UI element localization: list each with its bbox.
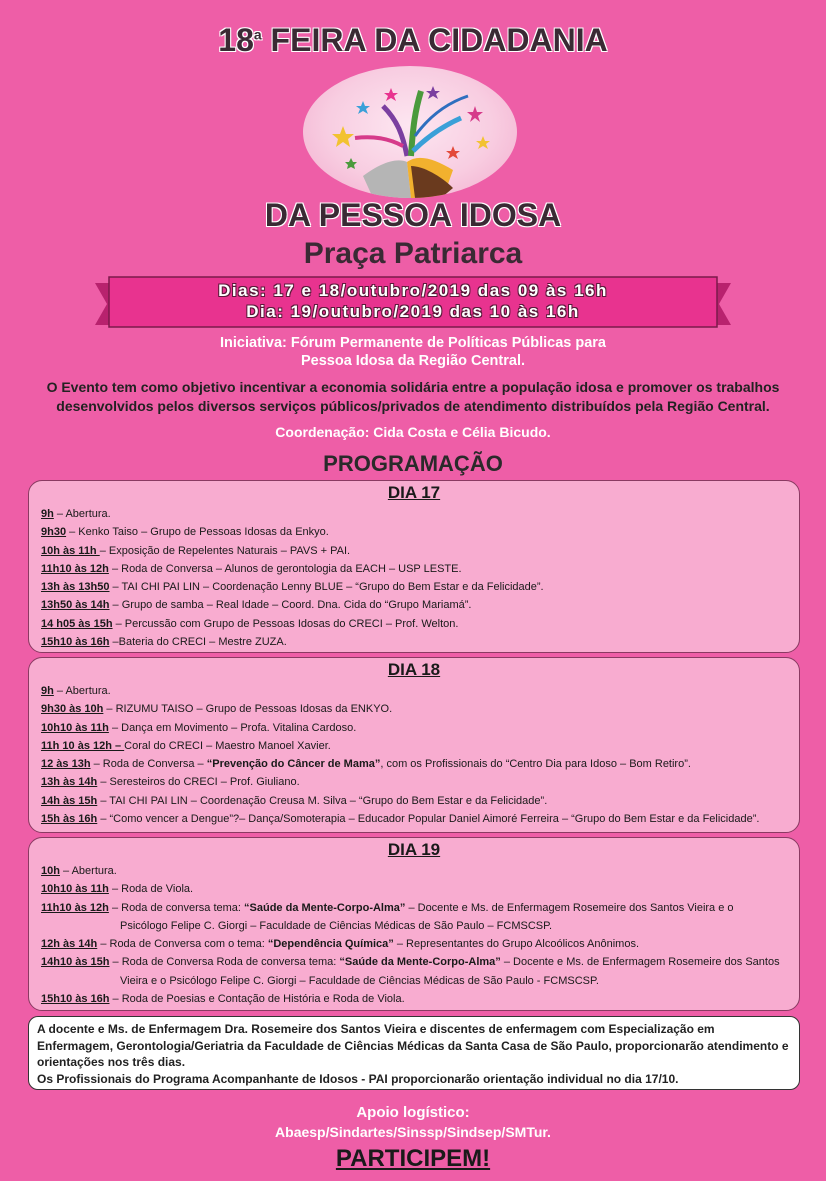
schedule-item [41,682,787,700]
schedule-item [41,737,787,755]
schedule-time: 10h às 11h [41,544,100,557]
dates-line-1: Dias: 17 e 18/outubro/2019 das 09 às 16h [218,281,608,300]
day-19-box [28,837,800,1011]
event-location: Praça Patriarca [303,237,523,270]
schedule-item-continued [41,972,787,990]
schedule-time: 12 às 13h [41,758,91,771]
schedule-time: 15h10 às 16h [41,636,110,649]
schedule-text: – Abertura. [59,865,117,877]
note-paragraph-2: Os Profissionais do Programa Acompanhante de Idosos - PAI proporcionarão orientação individual no dia 17/10. [37,1071,679,1086]
schedule-item [41,773,787,791]
day-18-list [41,682,787,828]
schedule-theme: “Saúde da Mente-Corpo-Alma” [244,901,406,914]
schedule-time: 9h [41,508,54,520]
event-subtitle: DA PESSOA IDOSA [264,197,562,233]
program-title: PROGRAMAÇÃO [323,451,503,476]
schedule-text: – RIZUMU TAISO – Grupo de Pessoas Idosas da ENKYO. [103,703,393,716]
day-19-title: DIA 19 [387,840,441,859]
schedule-item [41,862,787,880]
event-title: 18$^a$ FEIRA DA CIDADANIA [218,22,608,58]
schedule-text-continued: Psicólogo Felipe C. Giorgi – Faculdade de Ciências Médicas de São Paulo – FCMSCSP. [120,919,553,932]
schedule-theme: “Saúde da Mente-Corpo-Alma” [339,956,501,969]
support-partners: Abaesp/Sindartes/Sinssp/Sindsep/SMTur. [275,1124,551,1140]
support-label: Apoio logístico: [356,1104,470,1121]
schedule-item [41,633,787,651]
dates-line-2: Dia: 19/outubro/2019 das 10 às 16h [246,302,580,321]
schedule-text: – “Como vencer a Dengue”?– Dança/Somoterapia – Educador Popular Daniel Aimoré Ferreira – “Grupo do Bem Estar e da Felicidade”. [97,813,760,826]
schedule-time: 15h às 16h [41,813,98,826]
schedule-time: 11h 10 às 12h – [41,739,125,752]
initiative-text [0,334,826,370]
schedule-time: 13h50 às 14h [41,599,110,612]
schedule-text: – TAI CHI PAI LIN – Coordenação Creusa M. Silva – “Grupo do Bem Estar e da Felicidade”. [97,794,548,807]
schedule-time: 11h10 às 12h [41,562,109,575]
schedule-text: – Percussão com Grupo de Pessoas Idosas do CRECI – Prof. Welton. [112,617,459,630]
schedule-text: – Abertura. [53,508,111,520]
schedule-time: 12h às 14h [41,938,98,951]
schedule-item [41,523,787,541]
schedule-text: – Roda de Conversa – [90,758,207,771]
schedule-item [41,935,787,953]
dates-ribbon [95,275,731,333]
schedule-item [41,755,787,773]
schedule-text: – Seresteiros do CRECI – Prof. Giuliano. [97,776,300,789]
day-17-box [28,480,800,653]
schedule-text-post: – Docente e Ms. de Enfermagem Rosemeire dos Santos Vieira e o [405,901,734,914]
day-17-list [41,505,787,651]
schedule-time: 10h [41,865,60,877]
schedule-item-continued [41,917,787,935]
schedule-time: 14h às 15h [41,794,98,807]
schedule-item [41,990,787,1008]
initiative-line-1: Iniciativa: Fórum Permanente de Políticas Públicas para [220,335,606,351]
schedule-text: –Bateria do CRECI – Mestre ZUZA. [109,636,287,649]
schedule-text: – Exposição de Repelentes Naturais – PAVS + PAI. [99,544,351,557]
schedule-item [41,810,787,828]
schedule-text: – Roda de Poesias e Contação de História e Roda de Viola. [109,993,405,1006]
schedule-item [41,719,787,737]
schedule-time: 14h10 às 15h [41,956,110,969]
schedule-time: 15h10 às 16h [41,993,110,1006]
schedule-text: – Dança em Movimento – Profa. Vitalina Cardoso. [108,721,357,734]
day-18-box [28,657,800,833]
schedule-item [41,953,787,971]
schedule-text: – TAI CHI PAI LIN – Coordenação Lenny BLUE – “Grupo do Bem Estar e da Felicidade”. [109,581,544,594]
schedule-text: – Roda de Conversa com o tema: [97,938,268,951]
schedule-item [41,899,787,917]
schedule-text: – Roda de conversa tema: [108,901,245,914]
schedule-text-post: – Representantes do Grupo Alcoólicos Anônimos. [393,938,639,951]
schedule-text: – Roda de Conversa Roda de conversa tema: [109,956,340,969]
participate-cta: PARTICIPEM! [335,1145,491,1172]
schedule-theme: “Dependência Química” [267,938,394,951]
schedule-time: 14 h05 às 15h [41,617,113,630]
schedule-text: – Grupo de samba – Real Idade – Coord. Dna. Cida do “Grupo Mariamá”. [109,599,472,612]
schedule-theme: “Prevenção do Câncer de Mama” [206,758,381,771]
schedule-text: – Kenko Taiso – Grupo de Pessoas Idosas da Enkyo. [66,526,329,539]
note-paragraph-1: A docente e Ms. de Enfermagem Dra. Rosemeire dos Santos Vieira e discentes de enfermagem com Especialização em Enfermagem, Gerontologia/Geriatria da Faculdade de Ciências Médicas da Santa Casa de São Paulo, proporcionarão atendimento e orientações nos três dias. [37,1022,789,1069]
schedule-item [41,880,787,898]
schedule-time: 13h às 13h50 [41,581,110,594]
day-17-title: DIA 17 [387,483,441,502]
objective-text: O Evento tem como objetivo incentivar a economia solidária entre a população idosa e promover os trabalhos desenvolvidos pelos diversos serviços públicos/privados de atendimento distribuídos pela Região Central. [46,379,780,414]
schedule-time: 9h [41,685,54,697]
schedule-text: – Roda de Conversa – Alunos de gerontologia da EACH – USP LESTE. [108,562,462,575]
schedule-text-post: – Docente e Ms. de Enfermagem Rosemeire dos Santos [500,956,780,969]
tree-hands-icon [303,66,517,198]
schedule-item [41,505,787,523]
schedule-item [41,615,787,633]
schedule-text: Coral do CRECI – Maestro Manoel Xavier. [124,739,331,752]
schedule-item [41,542,787,560]
schedule-time: 9h30 às 10h [41,703,104,716]
initiative-line-2: Pessoa Idosa da Região Central. [300,353,526,369]
schedule-time: 13h às 14h [41,776,98,789]
schedule-item [41,792,787,810]
schedule-time: 11h10 às 12h [41,901,109,914]
schedule-time: 10h10 às 11h [41,721,109,734]
schedule-text-continued: Vieira e o Psicólogo Felipe C. Giorgi – Faculdade de Ciências Médicas de São Paulo - FCMSCSP. [120,974,599,987]
schedule-text: – Roda de Viola. [108,883,194,896]
schedule-text-post: , com os Profissionais do “Centro Dia para Idoso – Bom Retiro”. [380,758,691,771]
day-19-list [41,862,787,1008]
schedule-item [41,578,787,596]
schedule-item [41,596,787,614]
schedule-time: 10h10 às 11h [41,883,109,896]
schedule-time: 9h30 [41,526,67,539]
note-box [28,1016,800,1090]
schedule-text: – Abertura. [53,685,111,697]
event-logo [303,66,517,198]
coordination-text: Coordenação: Cida Costa e Célia Bicudo. [275,424,551,440]
schedule-item [41,560,787,578]
day-18-title: DIA 18 [387,660,441,679]
schedule-item [41,700,787,718]
